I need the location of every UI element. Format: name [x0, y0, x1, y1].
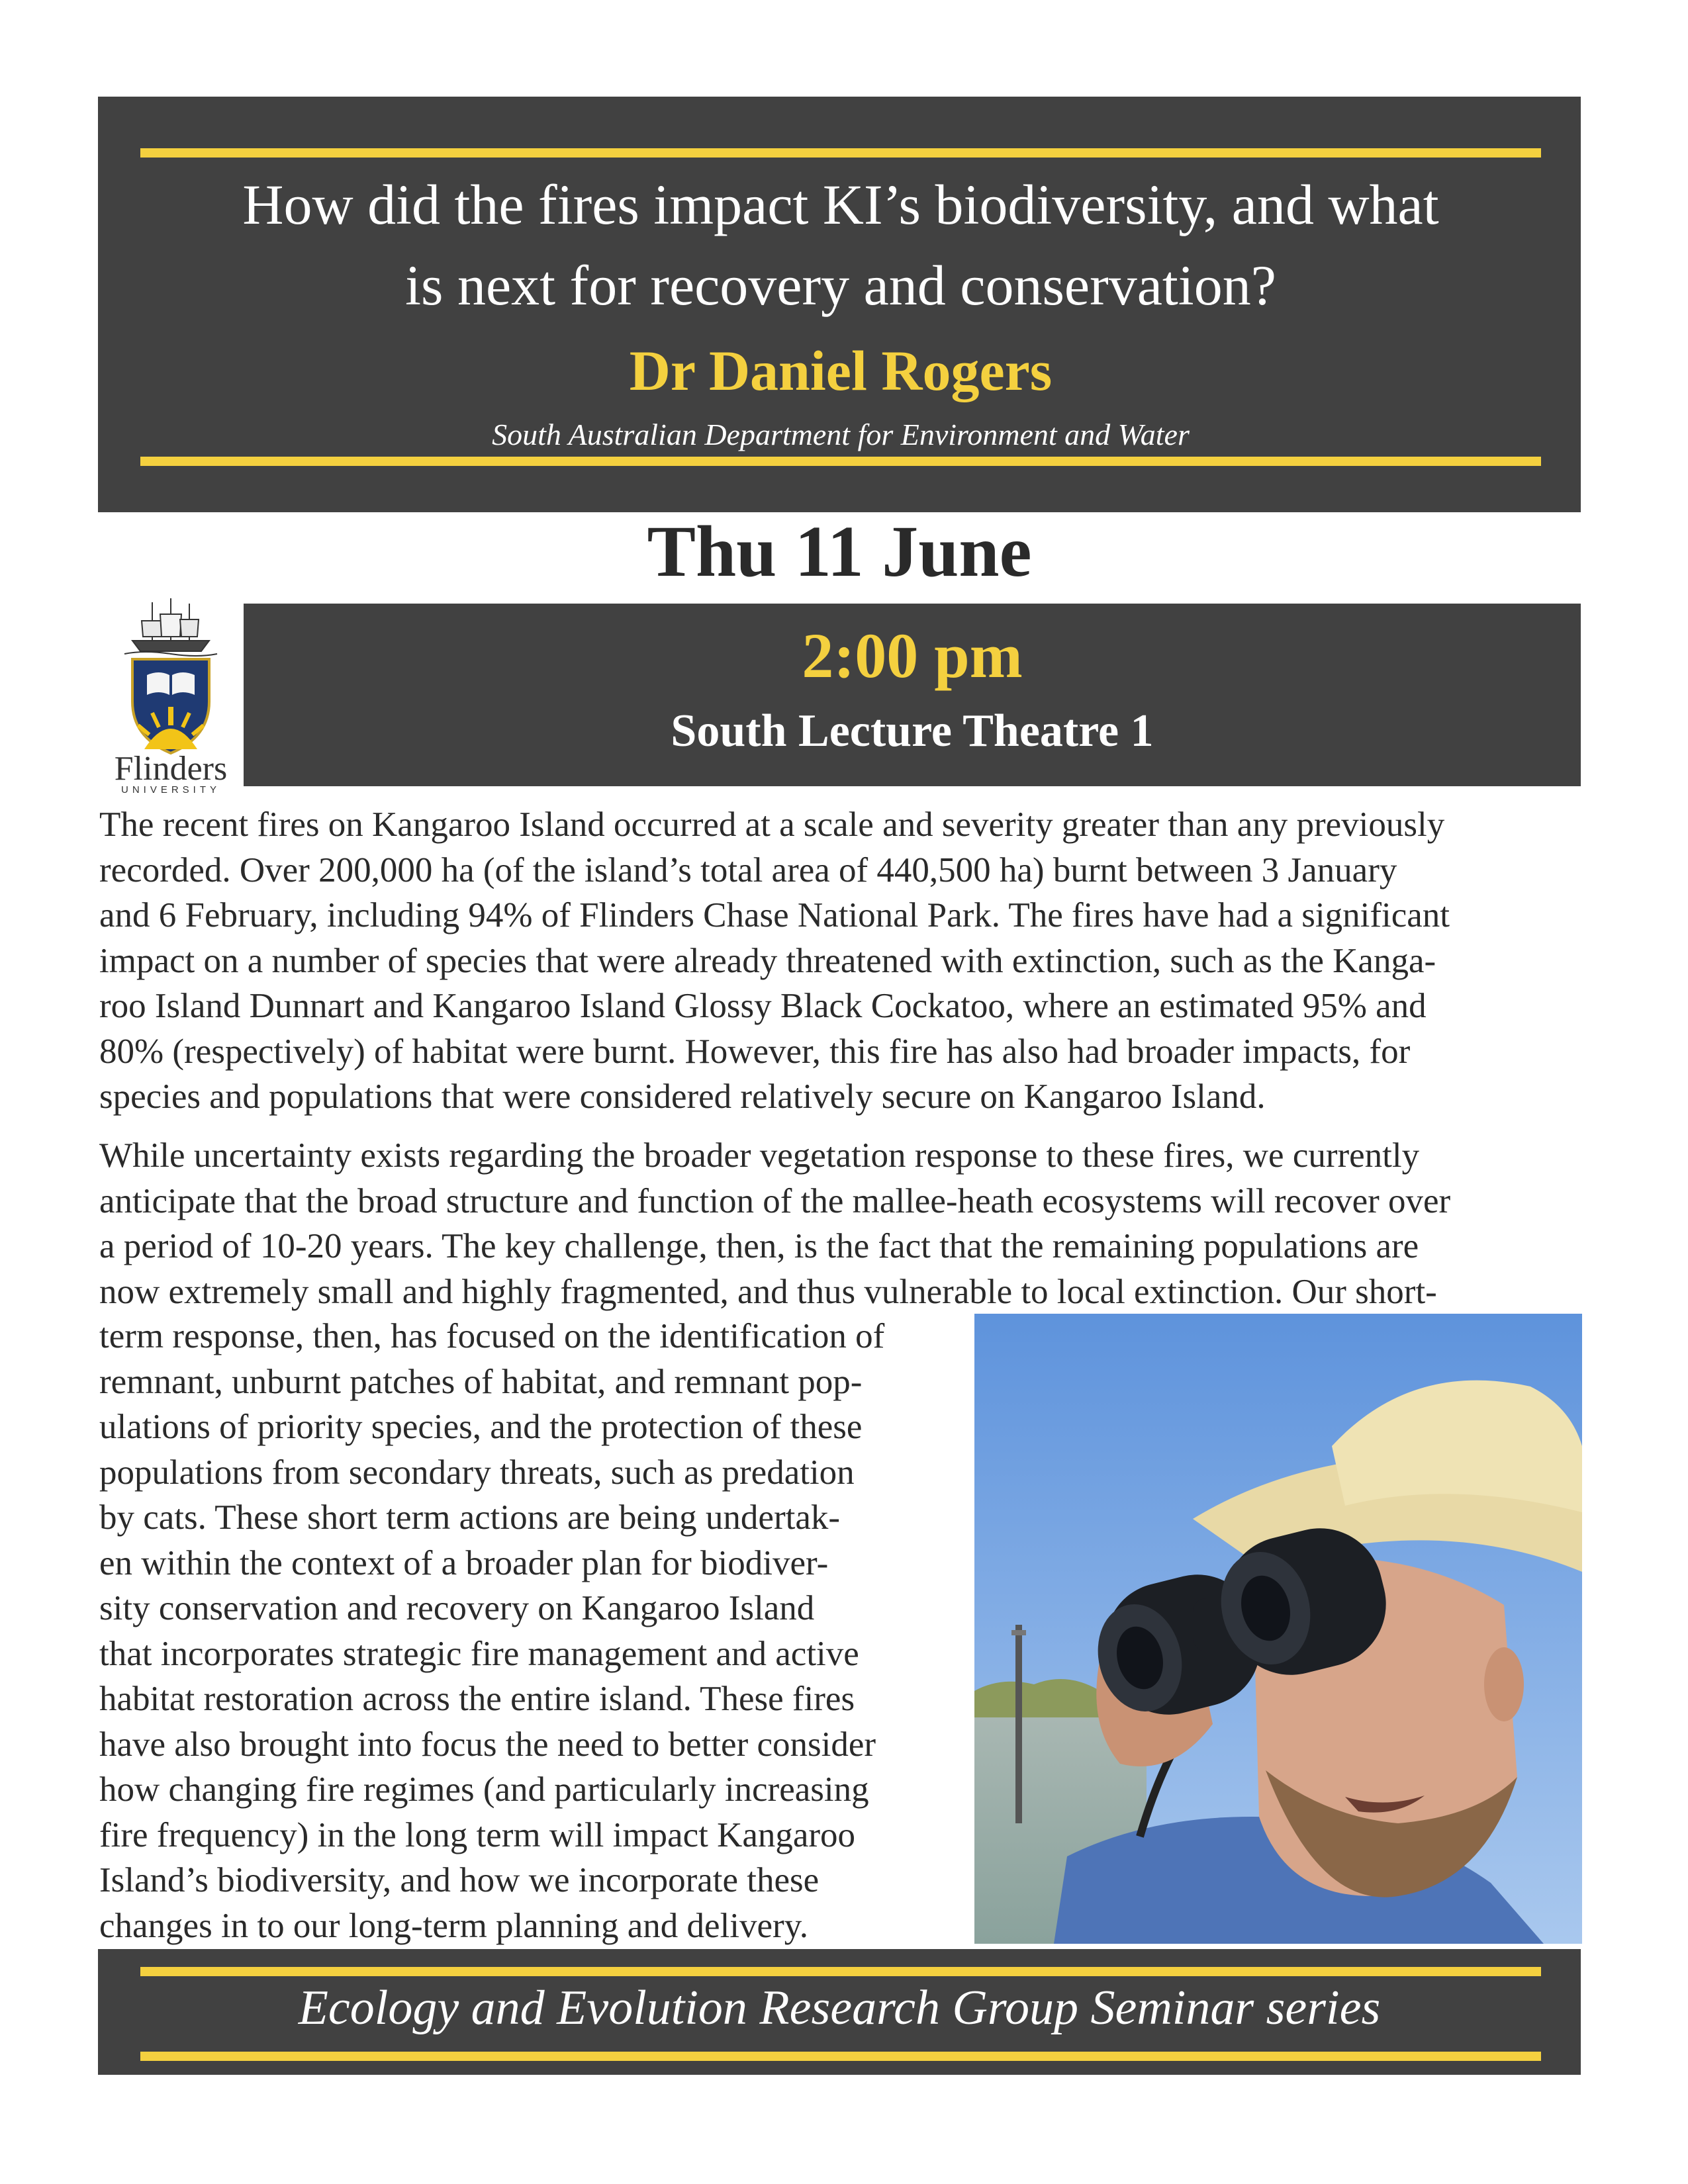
- text-line: remnant, unburnt patches of habitat, and remnant pop-: [99, 1362, 863, 1401]
- text-line: anticipate that the broad structure and function of the mallee-heath ecosystems will recover over: [99, 1181, 1451, 1220]
- text-line: en within the context of a broader plan for biodiver-: [99, 1543, 829, 1582]
- text-line: a period of 10-20 years. The key challenge, then, is the fact that the remaining populations are: [99, 1227, 1419, 1265]
- flinders-logo: [98, 596, 244, 794]
- text-line: Island’s biodiversity, and how we incorporate these: [99, 1861, 820, 1899]
- text-line: species and populations that were considered relatively secure on Kangaroo Island.: [99, 1077, 1266, 1116]
- logo-subtext: UNIVERSITY: [120, 784, 221, 794]
- seminar-series-name: Ecology and Evolution Research Group Seminar series: [298, 1981, 1381, 2035]
- abstract-paragraph-2: [99, 1133, 1450, 1314]
- speaker-name: Dr Daniel Rogers: [629, 339, 1053, 402]
- footer-bottom-rule: [140, 2052, 1541, 2061]
- text-line: changes in to our long-term planning and delivery.: [99, 1906, 808, 1945]
- text-line: have also brought into focus the need to better consider: [99, 1725, 876, 1764]
- event-time: 2:00 pm: [802, 620, 1023, 691]
- speaker-affiliation: South Australian Department for Environment and Water: [492, 418, 1190, 451]
- speaker-photo: [974, 1314, 1582, 1944]
- text-line: sity conservation and recovery on Kangaroo Island: [99, 1589, 815, 1627]
- text-line: While uncertainty exists regarding the broader vegetation response to these fires, we currently: [99, 1136, 1420, 1175]
- header-bottom-rule: [140, 457, 1541, 466]
- seminar-title: [106, 164, 1575, 326]
- text-line: by cats. These short term actions are being undertak-: [99, 1498, 841, 1537]
- text-line: term response, then, has focused on the identification of: [99, 1317, 885, 1355]
- text-line: that incorporates strategic fire management and active: [99, 1634, 859, 1673]
- abstract-paragraph-3: [99, 1314, 884, 1948]
- text-line: The recent fires on Kangaroo Island occurred at a scale and severity greater than any previously: [99, 805, 1445, 844]
- text-line: and 6 February, including 94% of Flinders Chase National Park. The fires have had a significant: [99, 896, 1450, 934]
- text-line: roo Island Dunnart and Kangaroo Island Glossy Black Cockatoo, where an estimated 95% and: [99, 987, 1427, 1025]
- text-line: recorded. Over 200,000 ha (of the island’s total area of 440,500 ha) burnt between 3 January: [99, 850, 1397, 889]
- text-line: ulations of priority species, and the protection of these: [99, 1408, 863, 1446]
- event-venue: South Lecture Theatre 1: [671, 705, 1154, 756]
- text-line: habitat restoration across the entire island. These fires: [99, 1680, 855, 1718]
- flinders-crest-icon: [98, 596, 244, 794]
- event-date: Thu 11 June: [647, 511, 1032, 592]
- title-line-1: How did the fires impact KI’s biodiversity, and what: [242, 173, 1439, 236]
- abstract-paragraph-1: [99, 802, 1450, 1120]
- footer-top-rule: [140, 1967, 1541, 1976]
- text-line: how changing fire regimes (and particularly increasing: [99, 1770, 869, 1809]
- title-line-2: is next for recovery and conservation?: [405, 253, 1276, 317]
- text-line: 80% (respectively) of habitat were burnt. However, this fire has also had broader impacts, for: [99, 1032, 1411, 1071]
- text-line: fire frequency) in the long term will impact Kangaroo: [99, 1815, 856, 1854]
- text-line: populations from secondary threats, such as predation: [99, 1453, 855, 1492]
- text-line: impact on a number of species that were already threatened with extinction, such as the Kanga-: [99, 941, 1436, 980]
- header-top-rule: [140, 148, 1541, 158]
- logo-wordmark: Flinders: [114, 750, 228, 788]
- text-line: now extremely small and highly fragmented, and thus vulnerable to local extinction. Our short-: [99, 1272, 1437, 1311]
